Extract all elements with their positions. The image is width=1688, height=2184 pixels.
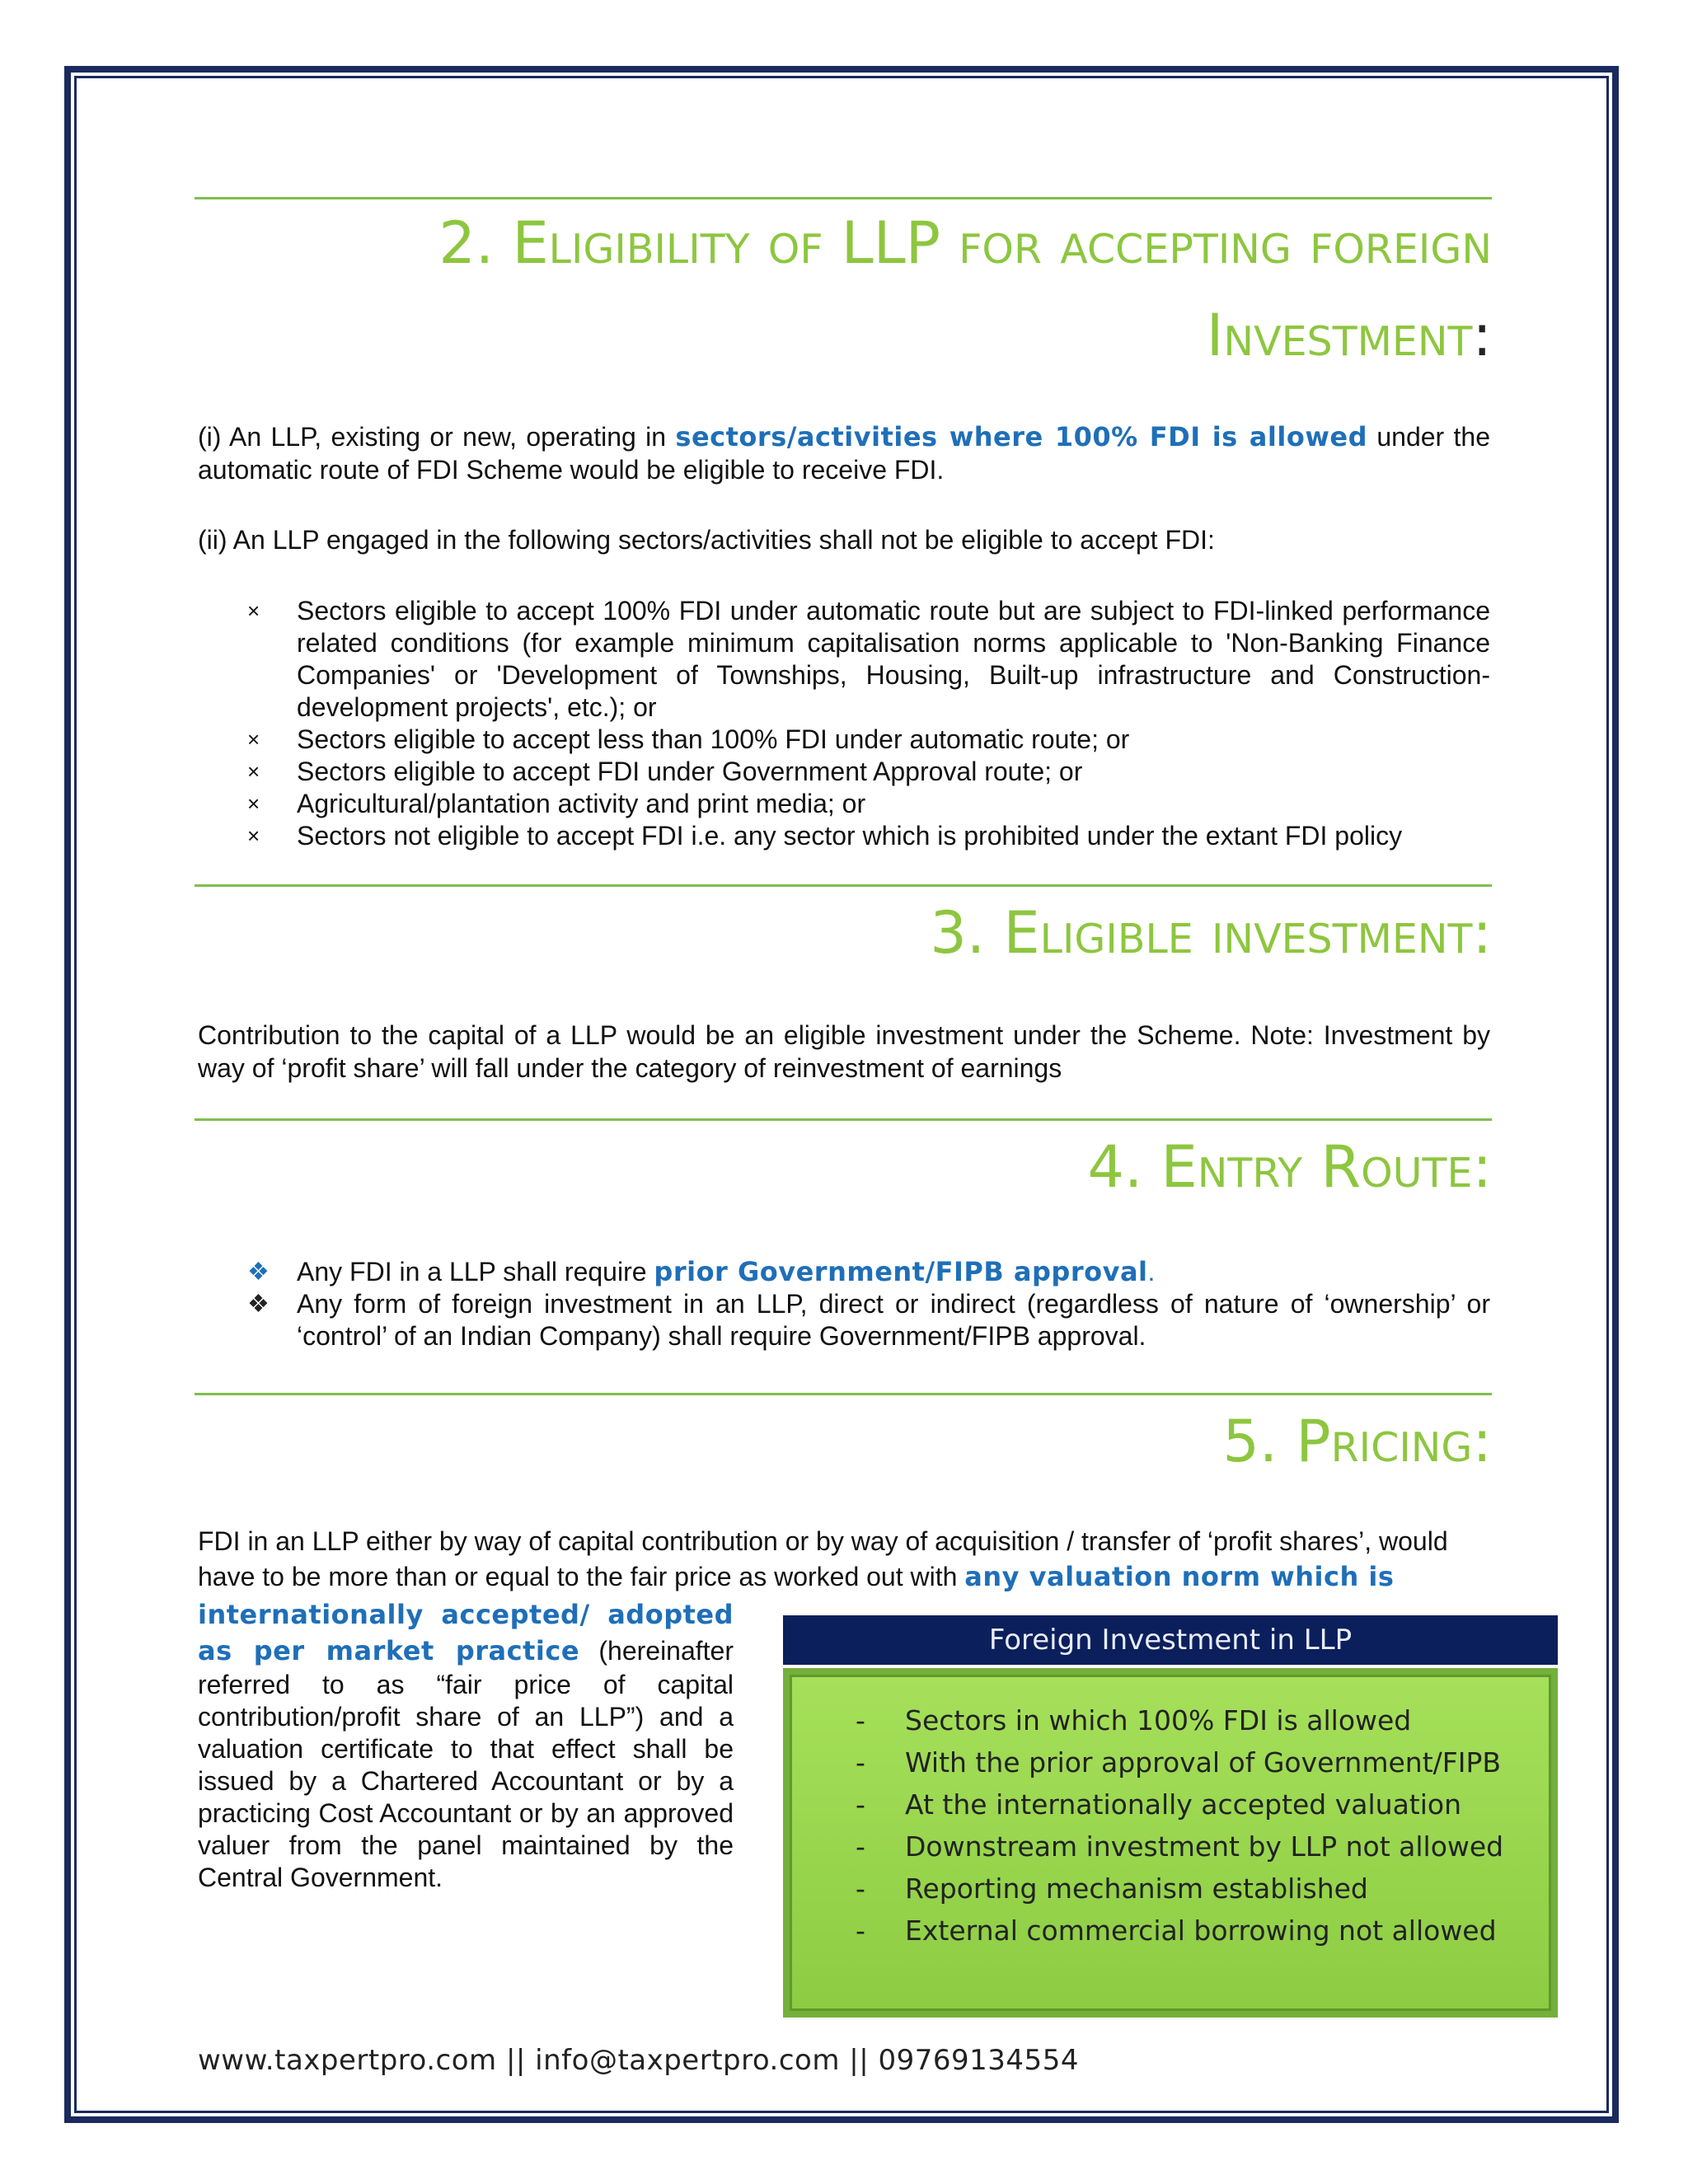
section-2-title-part2: Investment: [1206, 302, 1473, 369]
section-2-number: 2.: [438, 209, 495, 277]
highlight-text: sectors/activities where 100% FDI is allowed: [675, 421, 1367, 452]
section-5-para-line2: [198, 1560, 1490, 1593]
list-item-text: Agricultural/plantation activity and print media; or: [297, 789, 866, 818]
section-4-title: Entry Route: [1160, 1133, 1473, 1201]
list-item-text: Sectors not eligible to accept FDI i.e. any sector which is prohibited under the extant FDI policy: [297, 821, 1403, 851]
section-5-heading: [195, 1407, 1492, 1476]
highlight-text: prior Government/FIPB approval: [654, 1256, 1148, 1287]
section-2-para-1: [198, 420, 1490, 486]
summary-item-text: With the prior approval of Government/FIPB: [905, 1746, 1502, 1779]
section-divider: [195, 197, 1492, 199]
summary-item: [856, 1741, 1503, 1783]
footer-contact: www.taxpertpro.com || info@taxpertpro.com || 09769134554: [198, 2044, 1079, 2077]
section-4-heading: [195, 1132, 1492, 1202]
para-text: (hereinafter referred to as “fair price of capital contribution/profit share of an LLP”) and a valuation certificate to that effect shall be issued by a Chartered Accountant or by a practicing Cost Accountant or by an approved valuer from the panel maintained by the Central Government.: [198, 1636, 734, 1892]
list-item-text: Any form of foreign investment in an LLP, direct or indirect (regardless of nature of ‘ownership’ or ‘control’ of an Indian Company) shall require Government/FIPB approval.: [297, 1289, 1490, 1351]
summary-item: [856, 1783, 1503, 1825]
para-text: (i) An LLP, existing or new, operating in: [198, 422, 676, 452]
summary-box: [783, 1615, 1558, 2018]
summary-box-body: [783, 1668, 1558, 2018]
section-2-heading-cont: [195, 301, 1492, 370]
summary-item-text: External commercial borrowing not allowed: [905, 1915, 1497, 1947]
section-5-number: 5.: [1222, 1408, 1278, 1475]
cross-icon: ×: [247, 791, 260, 816]
section-2-title-part1: Eligibility of LLP for accepting foreign: [512, 209, 1492, 277]
dash-bullet: -: [856, 1915, 865, 1947]
summary-item: [856, 1699, 1503, 1741]
dash-bullet: -: [856, 1704, 865, 1736]
section-divider: [195, 884, 1492, 887]
list-item: [198, 724, 1490, 756]
section-5-title: Pricing: [1296, 1408, 1473, 1475]
section-divider: [195, 1118, 1492, 1121]
section-divider: [195, 1393, 1492, 1395]
section-5-para-column: [198, 1596, 734, 1894]
cross-icon: ×: [247, 598, 260, 623]
cross-icon: ×: [247, 823, 260, 848]
list-item-text: Sectors eligible to accept 100% FDI under automatic route but are subject to FDI-linked performance related conditions (for example minimum capitalisation norms applicable to 'Non-Banking Finance Companies' or 'Development of Townships, Housing, Built-up infrastructure and Construction-development projects', etc.); or: [297, 596, 1490, 722]
ineligible-sectors-list: [198, 595, 1490, 852]
dash-bullet: -: [856, 1788, 865, 1821]
highlight-text: any valuation norm which is: [964, 1561, 1395, 1592]
cross-icon: ×: [247, 759, 260, 784]
summary-list: [856, 1699, 1503, 1952]
section-4-number: 4.: [1087, 1133, 1143, 1201]
highlight-text: internationally accepted/ adopted as per market practice: [198, 1599, 734, 1666]
list-item-text: Sectors eligible to accept FDI under Government Approval route; or: [297, 757, 1083, 786]
list-item: [198, 1256, 1490, 1288]
summary-item-text: Reporting mechanism established: [905, 1872, 1368, 1905]
section-3-colon: :: [1472, 899, 1492, 967]
list-item-text: Any FDI in a LLP shall require: [297, 1257, 654, 1286]
para-text: under the automatic route of FDI Scheme would be eligible to receive FDI.: [198, 422, 1491, 485]
section-5-colon: :: [1472, 1408, 1492, 1475]
dash-bullet: -: [856, 1872, 865, 1905]
section-3-number: 3.: [930, 899, 986, 967]
summary-item-text: At the internationally accepted valuation: [905, 1788, 1462, 1821]
dash-bullet: -: [856, 1746, 865, 1779]
entry-route-list: [198, 1256, 1490, 1352]
para-text: have to be more than or equal to the fair price as worked out with: [198, 1562, 965, 1591]
summary-item: [856, 1868, 1503, 1910]
summary-box-title: Foreign Investment in LLP: [783, 1615, 1558, 1665]
summary-item: [856, 1910, 1503, 1952]
cross-icon: ×: [247, 727, 260, 752]
list-item: [198, 756, 1490, 788]
section-2-heading: [195, 209, 1492, 278]
list-item: [198, 788, 1490, 820]
list-item: [198, 595, 1490, 724]
section-5-para-line1: FDI in an LLP either by way of capital contribution or by way of acquisition / transfer of ‘profit shares’, would: [198, 1526, 1448, 1556]
section-4-colon: :: [1472, 1133, 1492, 1201]
diamond-bullet-icon: ❖: [247, 1291, 270, 1318]
dash-bullet: -: [856, 1830, 865, 1863]
section-3-heading: [195, 898, 1492, 968]
list-item-text: Sectors eligible to accept less than 100% FDI under automatic route; or: [297, 724, 1130, 754]
list-item: [198, 1288, 1490, 1352]
section-3-para: Contribution to the capital of a LLP would be an eligible investment under the Scheme. Note: Investment by way of ‘profit share’ will fall under the category of reinvestment of earnings: [198, 1020, 1490, 1083]
summary-item-text: Sectors in which 100% FDI is allowed: [905, 1704, 1412, 1736]
summary-item-text: Downstream investment by LLP not allowed: [905, 1830, 1504, 1863]
section-3-title: Eligible investment: [1003, 899, 1473, 967]
section-2-para-2: (ii) An LLP engaged in the following sectors/activities shall not be eligible to accept FDI:: [198, 525, 1215, 555]
diamond-bullet-icon: ❖: [247, 1258, 270, 1286]
list-item-text: .: [1147, 1257, 1156, 1286]
summary-item: [856, 1825, 1503, 1868]
section-2-colon: :: [1472, 302, 1492, 369]
list-item: [198, 820, 1490, 852]
